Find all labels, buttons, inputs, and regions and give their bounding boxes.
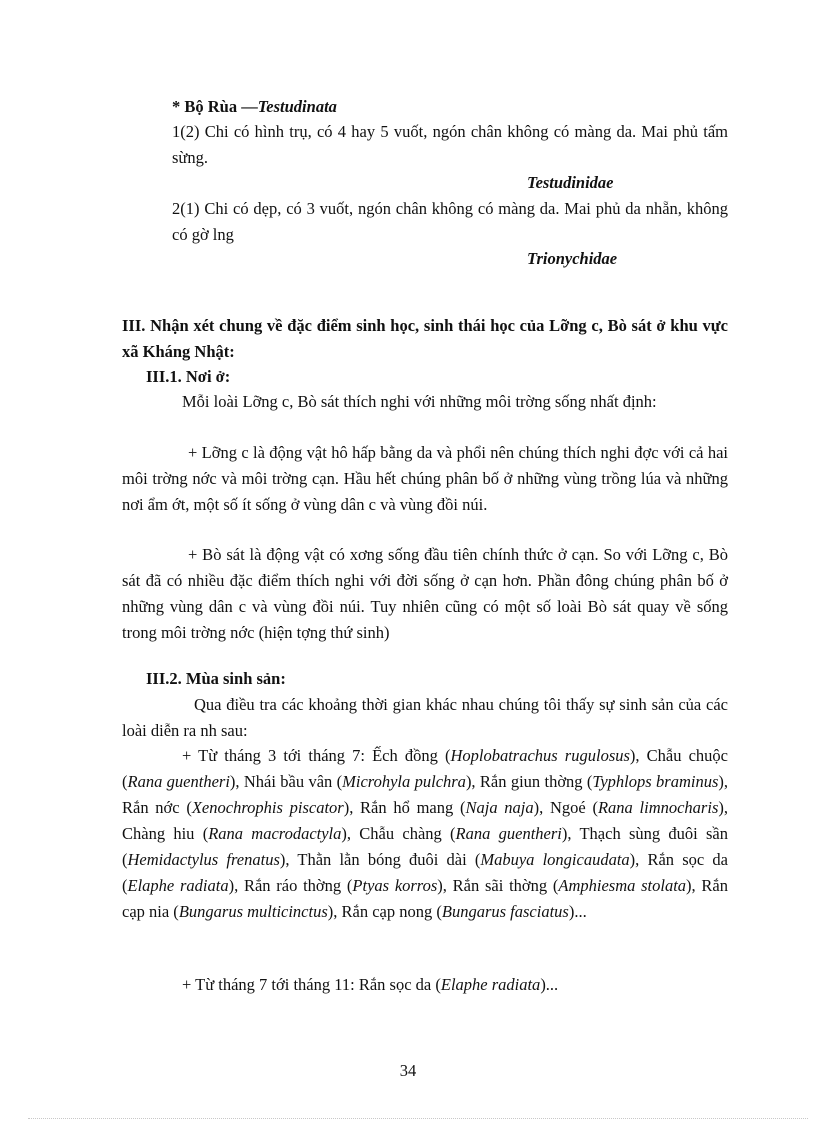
breeding-list-july-november: + Từ tháng 7 tới tháng 11: Rắn sọc da (Elaphe radiata)...	[182, 975, 559, 994]
key-item-1: 1(2) Chi có hình trụ, có 4 hay 5 vuốt, ngón chân không có màng da. Mai phủ tấm sừng.	[172, 122, 728, 167]
breeding-intro-paragraph: Qua điều tra các khoảng thời gian khác nhau chúng tôi thấy sự sinh sản của các loài diễn ra nh sau:	[122, 695, 728, 740]
habitat-intro-paragraph: Mỗi loài Lỡng c, Bò sát thích nghi với những môi trờng sống nhất định:	[182, 392, 657, 411]
order-title-latin: Testudinata	[257, 97, 337, 116]
key-item-2: 2(1) Chi có dẹp, có 3 vuốt, ngón chân không có màng da. Mai phủ da nhẵn, không có gờ lng	[172, 199, 728, 244]
amphibian-habitat-paragraph: + Lỡng c là động vật hô hấp bằng da và phổi nên chúng thích nghi đợc với cả hai môi trờng nớc và môi trờng cạn. Hầu hết chúng phân bố ở những vùng trồng lúa và những nơi ẩm ớt, một số ít sống ở vùng dân c và vùng đồi núi.	[122, 443, 728, 514]
page-number: 34	[399, 1061, 417, 1080]
order-title-text: * Bộ Rùa —	[172, 97, 258, 116]
family-testudinidae: Testudinidae	[527, 173, 614, 192]
breeding-list-march-july: + Từ tháng 3 tới tháng 7: Ếch đồng (Hoplobatrachus rugulosus), Chẫu chuộc (Rana guentheri), Nhái bầu vân (Microhyla pulchra), Rắn giun thờng (Typhlops braminus), Rắn nớc (Xenochrophis piscator), Rắn hổ mang (Naja naja), Ngoé (Rana limnocharis), Chàng hiu (Rana macrodactyla), Chẫu chàng (Rana guentheri), Thạch sùng đuôi sần (Hemidactylus frenatus), Thằn lằn bóng đuôi dài (Mabuya longicaudata), Rắn sọc da (Elaphe radiata), Rắn ráo thờng (Ptyas korros), Rắn sãi thờng (Amphiesma stolata), Rắn cạp nia (Bungarus multicinctus), Rắn cạp nong (Bungarus fasciatus)...	[122, 746, 728, 921]
subsection-3-1-heading: III.1. Nơi ở:	[146, 367, 231, 386]
family-trionychidae: Trionychidae	[527, 249, 618, 268]
reptile-habitat-paragraph: + Bò sát là động vật có xơng sống đầu tiên chính thức ở cạn. So với Lỡng c, Bò sát đã có nhiều đặc điểm thích nghi với đời sống ở cạn hơn. Phần đông chúng phân bố ở những vùng dân c và vùng đồi núi. Tuy nhiên cũng có một số loài Bò sát quay về sống trong môi trờng nớc (hiện tợng thứ sinh)	[122, 545, 728, 642]
order-title	[172, 94, 732, 120]
section-3-heading: III. Nhận xét chung về đặc điểm sinh học, sinh thái học của Lỡng c, Bò sát ở khu vực xã Kháng Nhật:	[122, 316, 728, 361]
page-bottom-divider	[28, 1118, 808, 1119]
subsection-3-2-heading: III.2. Mùa sinh sản:	[146, 669, 286, 688]
